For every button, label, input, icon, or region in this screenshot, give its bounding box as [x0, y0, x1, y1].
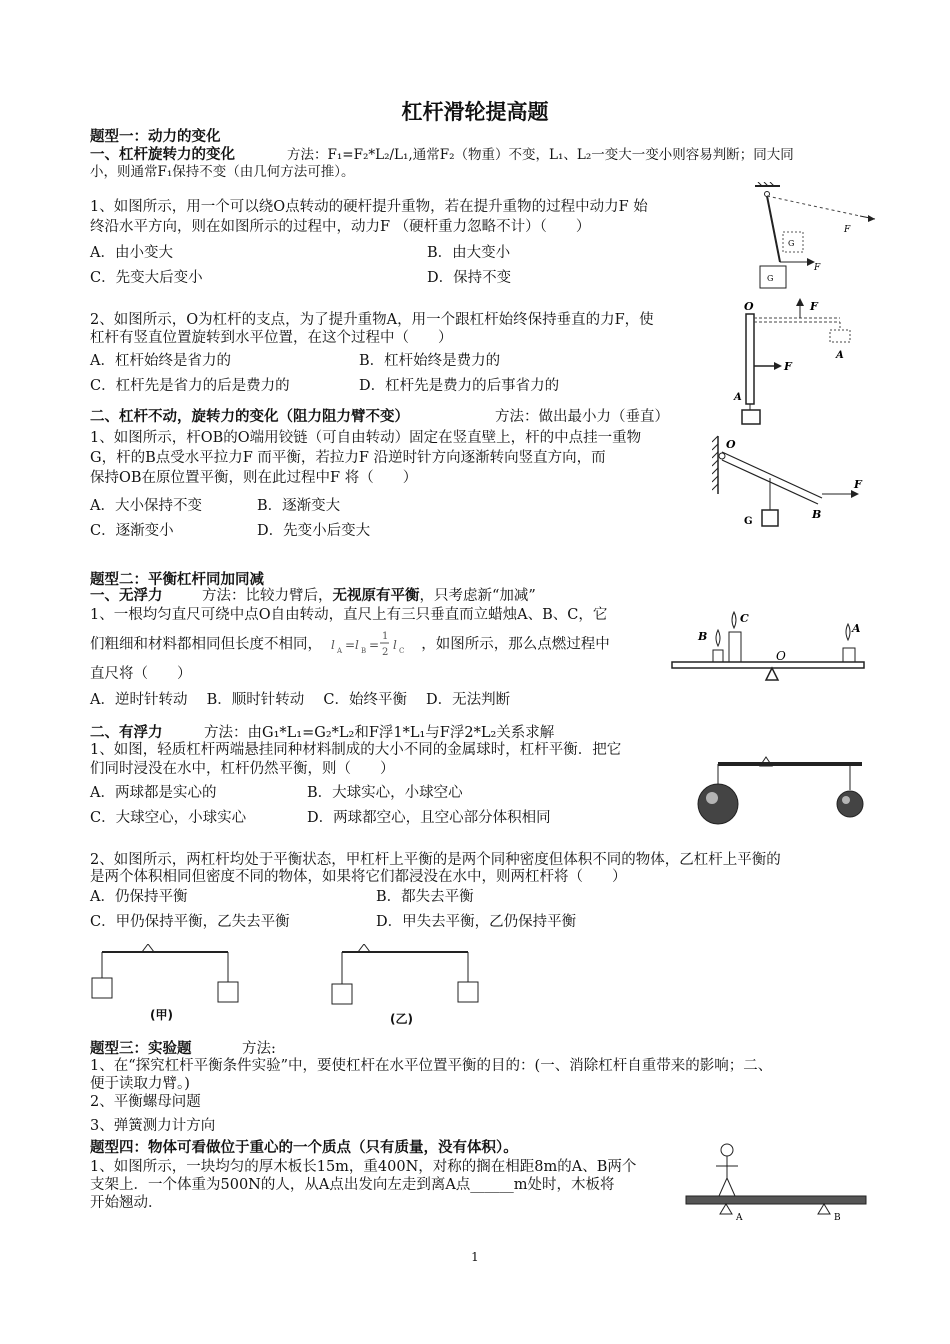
- candle-ruler-figure: [668, 608, 868, 688]
- q3-stem-line3: 保持OB在原位置平衡，则在此过程中F 将（ ）: [90, 470, 418, 486]
- section3-heading: 题型三：实验题: [90, 1041, 192, 1057]
- svg-text:B: B: [834, 1213, 841, 1223]
- q1-option-a: A．由小变大: [90, 245, 173, 261]
- svg-text:=: =: [344, 638, 355, 652]
- s2-q2-stem-line1: 1、如图，轻质杠杆两端悬挂同种材料制成的大小不同的金属球时，杠杆平衡．把它: [90, 742, 622, 758]
- section2-method1-end: ，只考虑新“加减”: [419, 588, 536, 604]
- svg-text:A: A: [852, 622, 861, 635]
- s2-q1-stem-line2: [90, 631, 610, 658]
- s2-q3-option-a: A．仍保持平衡: [90, 889, 188, 905]
- svg-text:G: G: [788, 239, 795, 248]
- q1-option-d: D．保持不变: [427, 270, 512, 286]
- q1-stem-line1: 1、如图所示，用一个可以绕O点转动的硬杆提升重物，若在提升重物的过程中动力F 始: [90, 199, 648, 215]
- q2-stem-line1: 2、如图所示，O为杠杆的支点，为了提升重物A，用一个跟杠杆始终保持垂直的力F，使: [90, 312, 654, 328]
- section2-method1-bold: 无视原有平衡: [332, 588, 420, 604]
- s2-q3-option-d: D．甲失去平衡，乙仍保持平衡: [376, 914, 577, 930]
- q2-option-c: C．杠杆先是省力的后是费力的: [90, 378, 290, 394]
- section2-sub1: 一、无浮力: [90, 588, 163, 604]
- svg-text:l: l: [330, 638, 335, 652]
- svg-text:F: F: [854, 478, 862, 491]
- s2-q1-stem-text: 们粗细和材料都相同但长度不相同，: [90, 636, 322, 653]
- s4-q1-stem-line1: 1、如图所示，一块均匀的厚木板长15m，重400N，对称的搁在相距8m的A、B两个: [90, 1159, 637, 1175]
- s4-q1-stem-line2: 支架上．一个体重为500N的人，从A点出发向左走到离A点______m处时，木板将: [90, 1177, 615, 1193]
- svg-text:F: F: [810, 300, 818, 313]
- s4-q1-stem-line3: 开始翘动．: [90, 1195, 163, 1211]
- q2-option-b: B．杠杆始终是费力的: [359, 353, 501, 369]
- svg-text:A: A: [336, 647, 342, 655]
- q2-lever-figure: [730, 296, 860, 426]
- q3-option-a: A．大小保持不变: [90, 498, 202, 514]
- lever-jia-label: (甲): [150, 1008, 173, 1022]
- section2-method1: [202, 587, 536, 606]
- s2-q2-option-b: B．大球实心，小球空心: [307, 785, 463, 801]
- s3-line1a: 1、在“探究杠杆平衡条件实验”中，要使杠杆在水平位置平衡的目的：(一、消除杠杆自重带来的影响；二、: [90, 1058, 773, 1074]
- svg-text:F: F: [844, 225, 851, 235]
- svg-text:2: 2: [381, 647, 388, 658]
- svg-text:C: C: [398, 647, 404, 655]
- svg-text:A: A: [836, 350, 844, 361]
- svg-text:B: B: [698, 630, 708, 643]
- section2-sub2: 二、有浮力: [90, 725, 163, 741]
- q1-lever-figure: [750, 182, 880, 290]
- svg-text:B: B: [812, 508, 822, 521]
- s2-q1-stem-text2: ，如图所示，那么点燃过程中: [421, 636, 610, 653]
- s2-q1-stem-line1: 1、一根均匀直尺可绕中点O自由转动，直尺上有三只垂直而立蜡烛A、B、C，它: [90, 607, 608, 623]
- s2-q3-option-c: C．甲仍保持平衡，乙失去平衡: [90, 914, 290, 930]
- page-title: 杠杆滑轮提高题: [401, 100, 549, 124]
- q2-stem-line2: 杠杆有竖直位置旋转到水平位置，在这个过程中（ ）: [90, 330, 453, 346]
- two-balls-lever-figure: [690, 752, 870, 832]
- svg-text:C: C: [740, 612, 749, 625]
- svg-text:=: =: [368, 638, 379, 652]
- lever-yi-label: (乙): [390, 1012, 413, 1026]
- svg-text:l: l: [392, 638, 397, 652]
- s2-q2-option-a: A．两球都是实心的: [90, 785, 217, 801]
- s2-q2-stem-line2: 们同时浸没在水中，杠杆仍然平衡，则（ ）: [90, 761, 395, 777]
- q2-option-d: D．杠杆先是费力的后事省力的: [359, 378, 560, 394]
- q3-stem-line2: G，杆的B点受水平拉力F 而平衡，若拉力F 沿逆时针方向逐渐转向竖直方向，而: [90, 450, 606, 466]
- svg-text:A: A: [734, 392, 742, 403]
- s2-q3-option-b: B．都失去平衡: [376, 889, 474, 905]
- svg-text:G: G: [744, 516, 753, 527]
- section2-heading: 题型二：平衡杠杆同加同减: [90, 572, 264, 588]
- s3-line3: 3、弹簧测力计方向: [90, 1118, 216, 1134]
- plank-person-figure: [682, 1138, 868, 1228]
- page-number: 1: [471, 1250, 479, 1264]
- section3-method: 方法:: [242, 1041, 276, 1057]
- section2-method2: 方法：由G₁*L₁=G₂*L₂和F浮1*L₁与F浮2*L₂关系求解: [204, 725, 555, 741]
- s2-q2-option-d: D．两球都空心，且空心部分体积相同: [307, 810, 551, 826]
- svg-text:F: F: [814, 263, 821, 273]
- section1-sub2: 二、杠杆不动，旋转力的变化（阻力阻力臂不变）: [90, 409, 409, 425]
- section1-sub1: 一、杠杆旋转力的变化: [90, 147, 235, 163]
- s2-q3-stem-line1: 2、如图所示，两杠杆均处于平衡状态，甲杠杆上平衡的是两个同种密度但体积不同的物体，乙杠杆上平衡的: [90, 852, 781, 868]
- s2-q3-stem-line2: 是两个体积相同但密度不同的物体，如果将它们都浸没在水中，则两杠杆将（ ）: [90, 869, 627, 885]
- section1-heading: 题型一：动力的变化: [90, 129, 221, 145]
- q1-option-b: B．由大变小: [427, 245, 511, 261]
- svg-text:O: O: [744, 300, 754, 313]
- section4-heading: 题型四：物体可看做位于重心的一个质点（只有质量，没有体积）。: [90, 1140, 518, 1156]
- svg-text:O: O: [726, 438, 736, 451]
- section2-method1-text: 方法：比较力臂后，: [202, 588, 333, 604]
- s2-q1-stem-line3: 直尺将（ ）: [90, 666, 192, 682]
- q2-option-a: A．杠杆始终是省力的: [90, 353, 231, 369]
- svg-text:G: G: [767, 274, 774, 283]
- section1-method1b: 小，则通常F₁保持不变（由几何方法可推）。: [90, 164, 355, 180]
- q1-stem-line2: 终沿水平方向，则在如图所示的过程中，动力F （硬杆重力忽略不计）（ ）: [90, 219, 591, 235]
- q3-wall-lever-figure: [712, 432, 872, 536]
- s2-q2-option-c: C．大球空心，小球实心: [90, 810, 247, 826]
- svg-text:O: O: [776, 649, 786, 663]
- q1-option-c: C．先变大后变小: [90, 270, 203, 286]
- q3-option-d: D．先变小后变大: [257, 523, 371, 539]
- svg-text:l: l: [354, 638, 359, 652]
- svg-text:A: A: [736, 1213, 743, 1223]
- q3-option-c: C．逐渐变小: [90, 523, 174, 539]
- section1-method1a: 方法：F₁=F₂*L₂/L₁,通常F₂（物重）不变，L₁、L₂一变大一变小则容易判断；同大同: [287, 147, 794, 163]
- s2-q1-options: A．逆时针转动 B．顺时针转动 C．始终平衡 D．无法判断: [90, 692, 511, 708]
- s2-q1-formula: [327, 631, 417, 658]
- q3-option-b: B．逐渐变大: [257, 498, 341, 514]
- s3-line2: 2、平衡螺母问题: [90, 1094, 201, 1110]
- q3-stem-line1: 1、如图所示，杆OB的O端用铰链（可自由转动）固定在竖直壁上，杆的中点挂一重物: [90, 430, 642, 446]
- s3-line1b: 便于读取力臂。): [90, 1076, 190, 1092]
- section1-method2: 方法：做出最小力（垂直）: [495, 409, 669, 425]
- svg-text:1: 1: [381, 631, 388, 642]
- svg-text:F: F: [784, 360, 792, 373]
- svg-text:B: B: [360, 647, 366, 655]
